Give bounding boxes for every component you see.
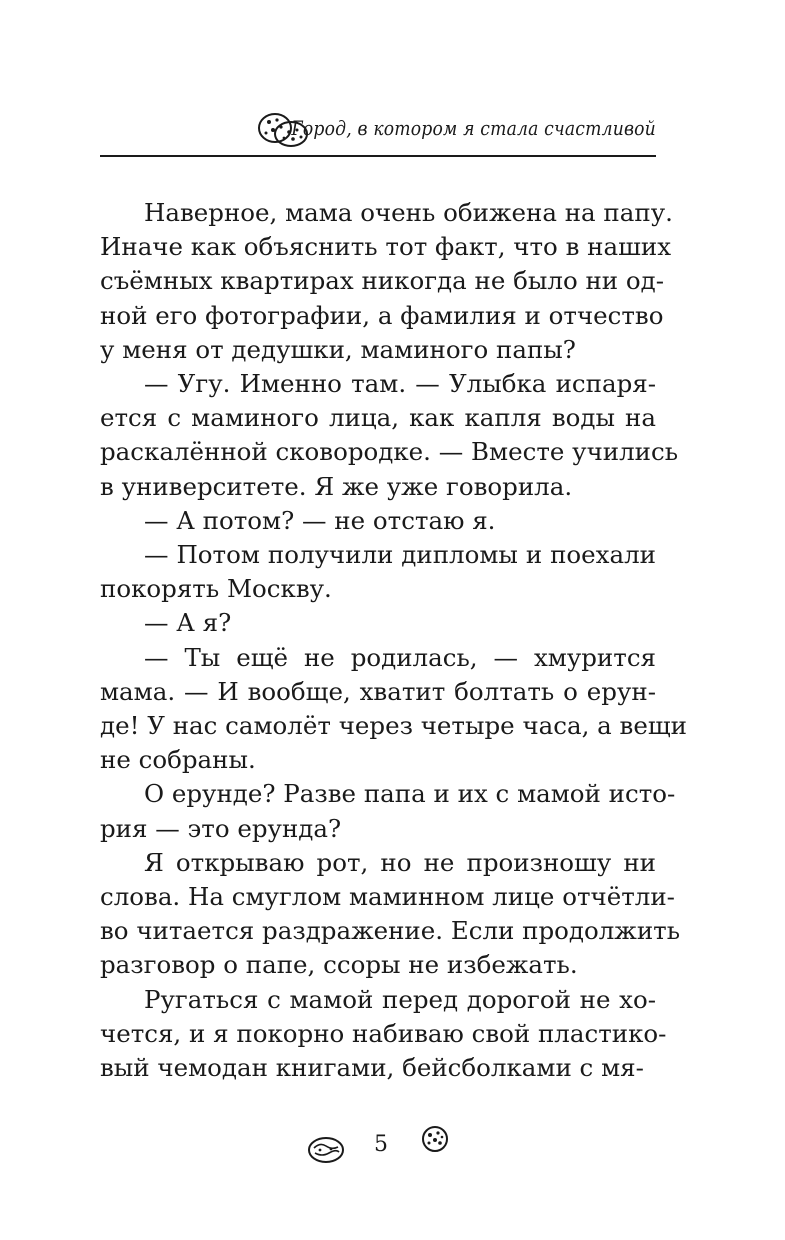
- paragraph: [100, 504, 656, 538]
- text-line: Я открываю рот, но не произношу ни: [144, 847, 656, 877]
- page-footer: [0, 1120, 785, 1170]
- paragraph: [100, 367, 679, 504]
- text-line: ется с маминого лица, как капля воды на: [100, 403, 656, 433]
- text-line: съёмных квартирах никогда не было ни од-: [100, 266, 665, 296]
- page-body-text: [100, 196, 687, 1085]
- text-line: мама. — И вообще, хватит болтать о ерун-: [100, 676, 656, 706]
- text-line: во читается раздражение. Если продолжить: [100, 916, 681, 946]
- round-cookie-icon: [420, 1124, 450, 1154]
- paragraph: [100, 641, 687, 778]
- text-line: Наверное, мама очень обижена на папу.: [144, 198, 673, 227]
- text-line: — А потом? — не отстаю я.: [144, 505, 496, 535]
- text-line: разговор о папе, ссоры не избежать.: [100, 950, 578, 980]
- text-line: не собраны.: [100, 745, 256, 775]
- text-line: слова. На смуглом маминном лице отчётли-: [100, 882, 675, 912]
- text-line: в университете. Я же уже говорила.: [100, 471, 573, 501]
- running-header: [100, 100, 656, 157]
- cookie-icon: [306, 1134, 346, 1166]
- text-line: ной его фотографии, а фамилия и отчество: [100, 300, 664, 330]
- text-line: чется, и я покорно набиваю свой пластико-: [100, 1018, 667, 1048]
- paragraph: [100, 538, 656, 606]
- text-line: — А я?: [144, 608, 232, 638]
- text-line: — Потом получили дипломы и поехали: [144, 540, 656, 570]
- paragraph: [100, 606, 656, 640]
- text-line: — Угу. Именно там. — Улыбка испаря-: [144, 369, 656, 399]
- text-line: де! У нас самолёт через четыре часа, а вещи: [100, 711, 687, 741]
- text-line: у меня от дедушки, маминого папы?: [100, 334, 576, 364]
- paragraph: [100, 983, 667, 1086]
- paragraph: [100, 846, 681, 983]
- paragraph: [100, 196, 673, 367]
- page-number: 5: [374, 1132, 388, 1157]
- text-line: вый чемодан книгами, бейсболками с мя-: [100, 1053, 644, 1083]
- paragraph: [100, 777, 676, 845]
- text-line: покорять Москву.: [100, 574, 332, 604]
- running-title: Город, в котором я стала счастливой: [291, 116, 656, 140]
- text-line: рия — это ерунда?: [100, 813, 342, 843]
- text-line: Ругаться с мамой перед дорогой не хо-: [144, 984, 656, 1014]
- text-line: раскалённой сковородке. — Вместе учились: [100, 437, 679, 467]
- text-line: Иначе как объяснить тот факт, что в наших: [100, 232, 672, 262]
- text-line: О ерунде? Разве папа и их с мамой исто-: [144, 779, 676, 809]
- text-line: — Ты ещё не родилась, — хмурится: [144, 642, 656, 672]
